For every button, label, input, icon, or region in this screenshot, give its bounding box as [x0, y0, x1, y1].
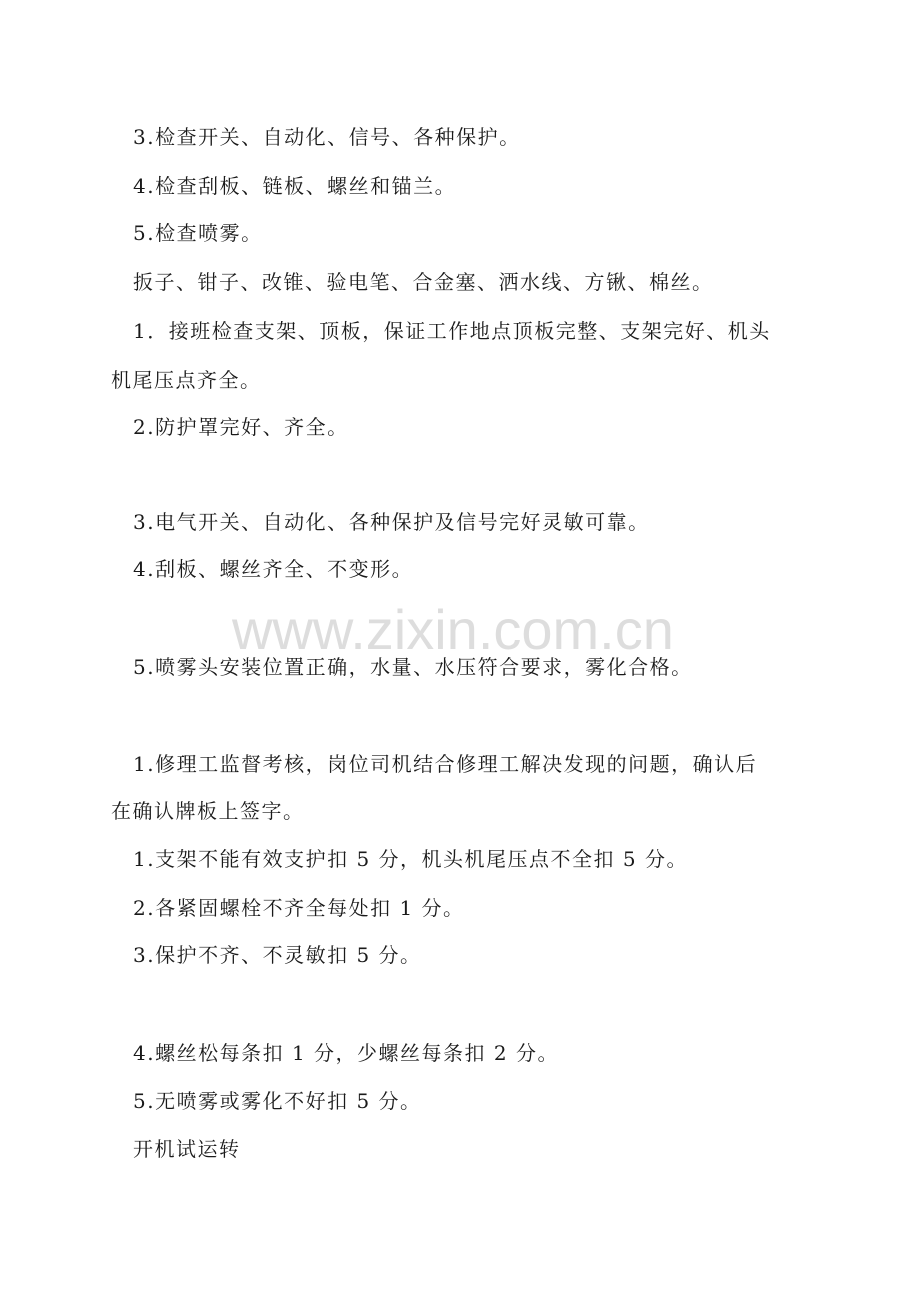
text-line: 2.各紧固螺栓不齐全每处扣 1 分。 — [133, 896, 465, 920]
watermark: www.zixin.com.cn — [232, 598, 674, 661]
text-line: 3.检查开关、自动化、信号、各种保护。 — [133, 125, 521, 149]
text-line: 1．接班检查支架、顶板，保证工作地点顶板完整、支架完好、机头 — [133, 319, 771, 343]
text-line: 3.保护不齐、不灵敏扣 5 分。 — [133, 943, 422, 967]
text-line: 开机试运转 — [133, 1137, 241, 1161]
text-line: 4.检查刮板、链板、螺丝和锚兰。 — [133, 174, 457, 198]
text-line: 1.支架不能有效支护扣 5 分，机头机尾压点不全扣 5 分。 — [133, 847, 688, 871]
text-line: 5.无喷雾或雾化不好扣 5 分。 — [133, 1089, 422, 1113]
text-line: 4.螺丝松每条扣 1 分，少螺丝每条扣 2 分。 — [133, 1041, 559, 1065]
text-line: 4.刮板、螺丝齐全、不变形。 — [133, 557, 414, 581]
text-line: 3.电气开关、自动化、各种保护及信号完好灵敏可靠。 — [133, 510, 650, 534]
text-line: 5.喷雾头安装位置正确，水量、水压符合要求，雾化合格。 — [133, 655, 693, 679]
text-line: 在确认牌板上签字。 — [111, 799, 305, 823]
text-line: 5.检查喷雾。 — [133, 221, 263, 245]
text-line: 机尾压点齐全。 — [111, 368, 262, 392]
text-line: 扳子、钳子、改锥、验电笔、合金塞、洒水线、方锹、棉丝。 — [133, 270, 714, 294]
text-line: 2.防护罩完好、齐全。 — [133, 415, 349, 439]
text-line: 1.修理工监督考核，岗位司机结合修理工解决发现的问题，确认后 — [133, 752, 758, 776]
